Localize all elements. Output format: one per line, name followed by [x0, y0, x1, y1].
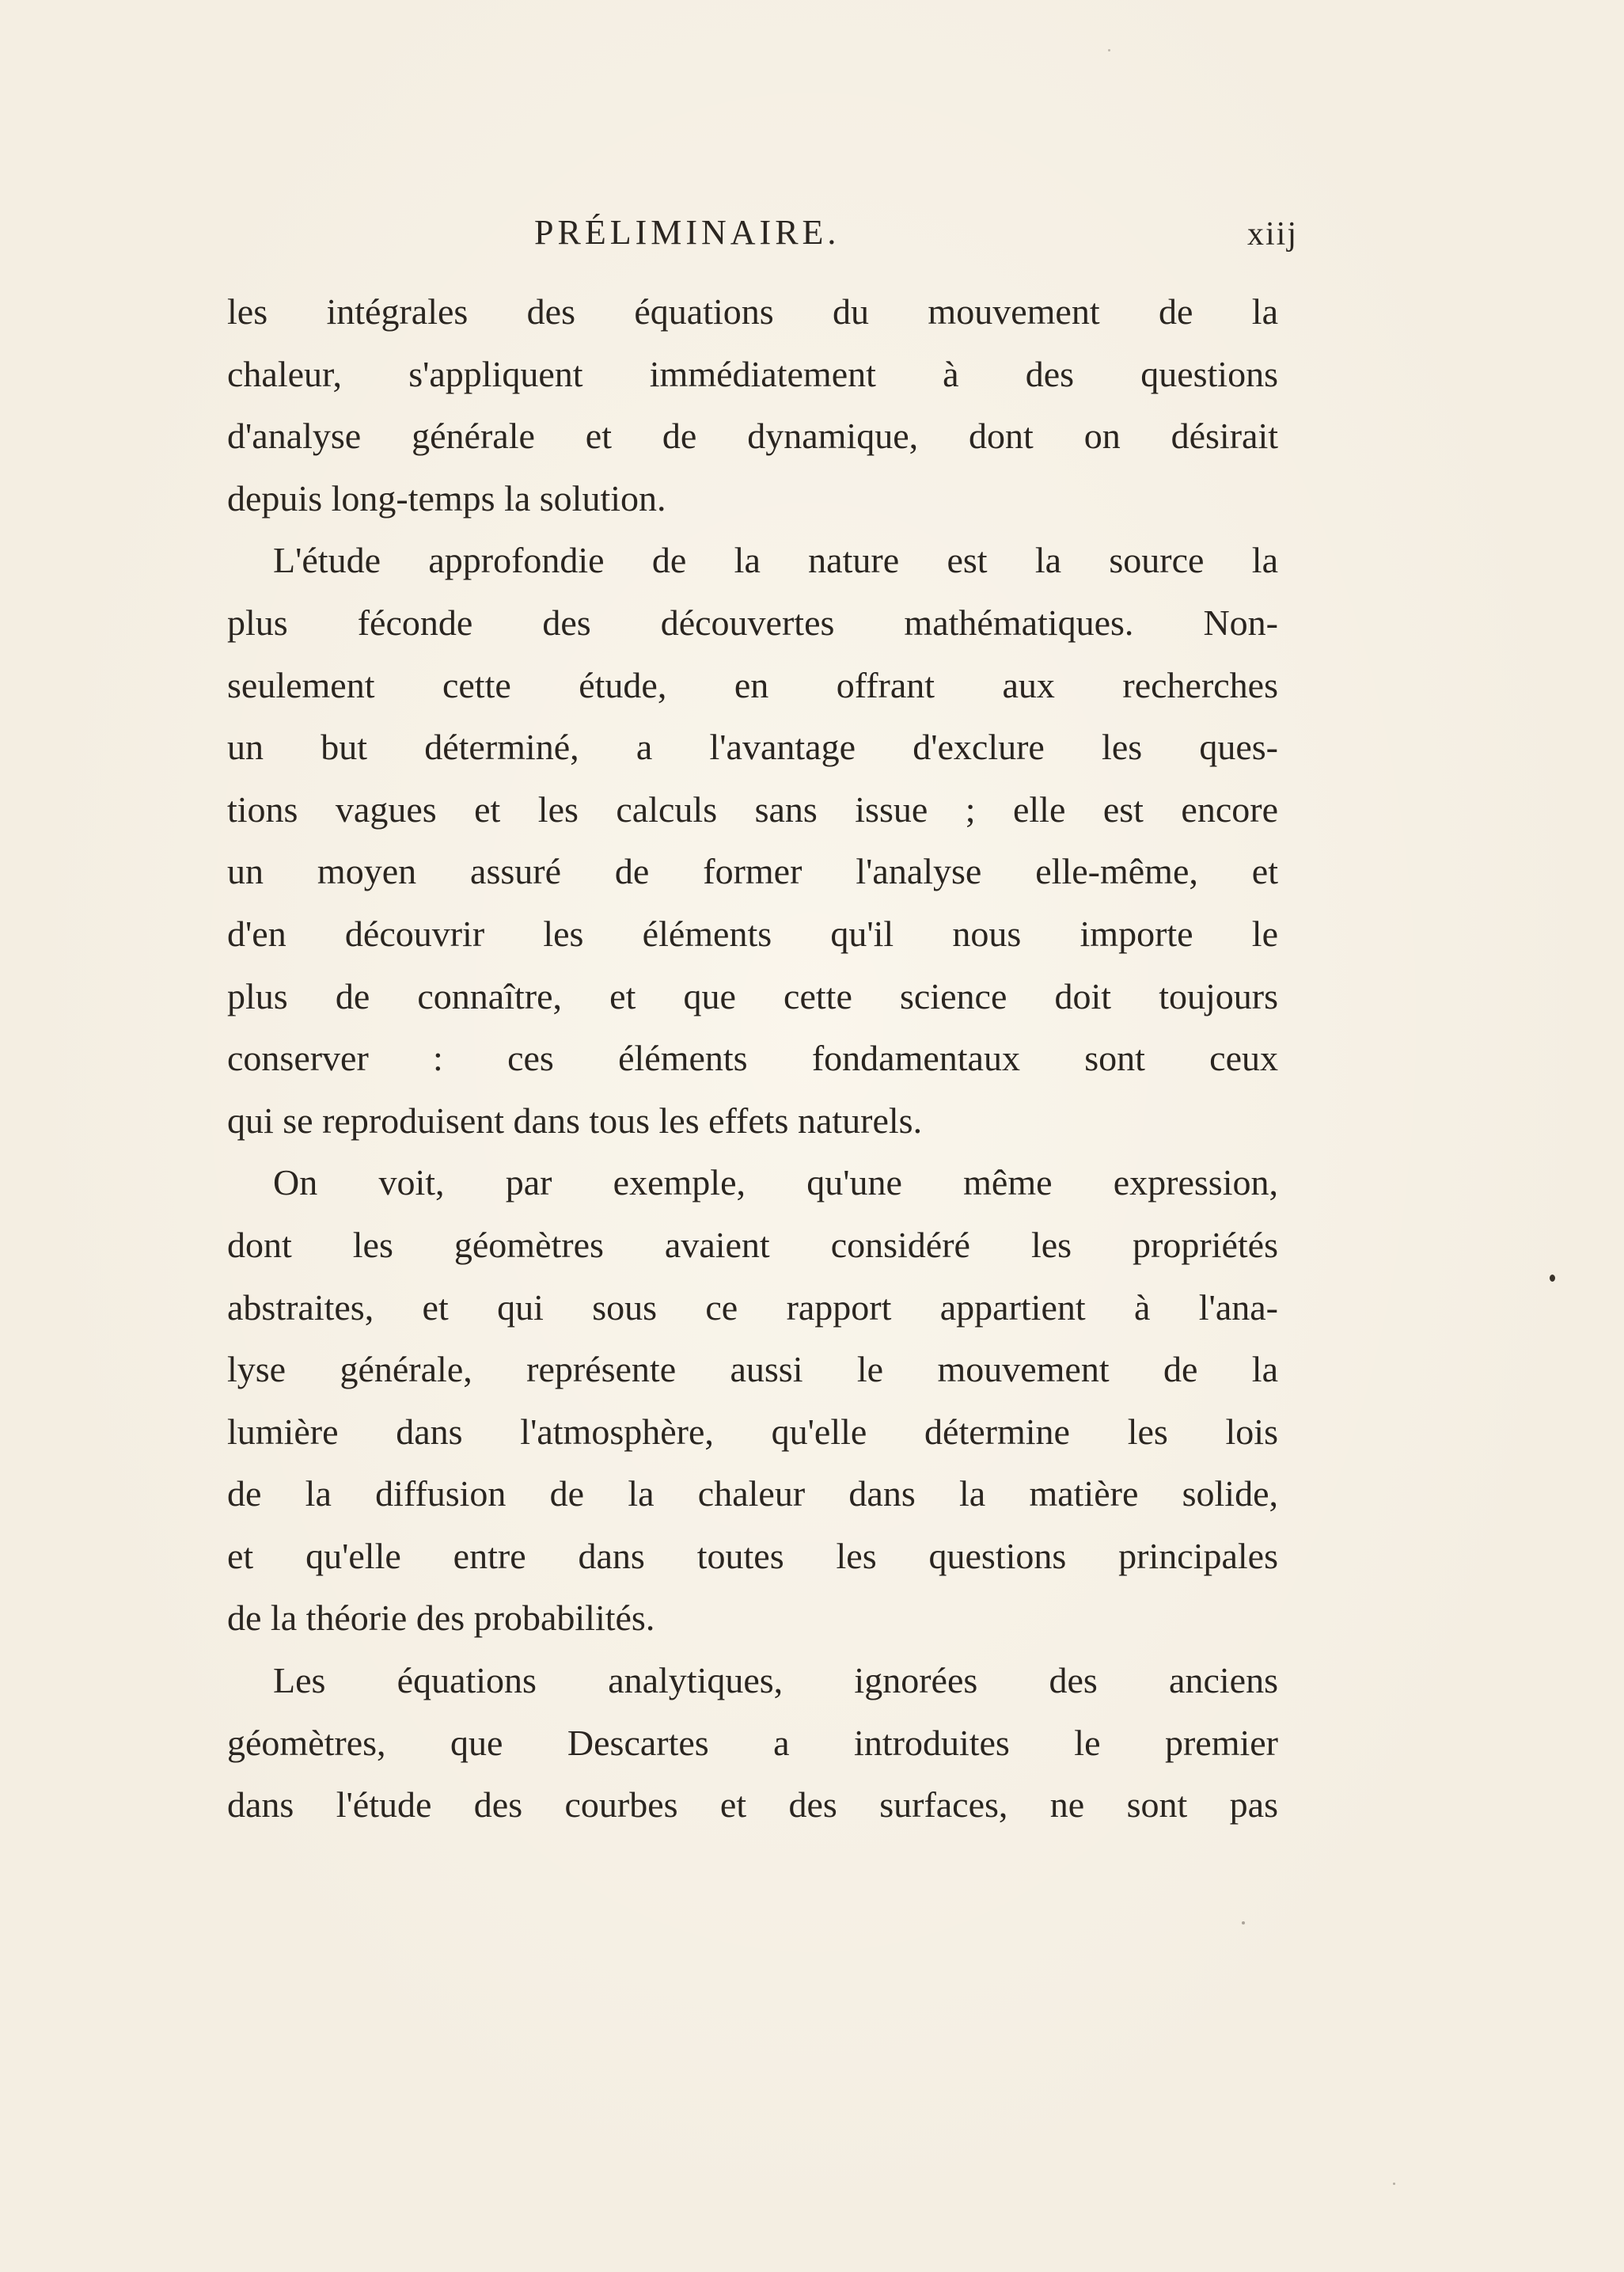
text-line: et qu'elle entre dans toutes les questions principales: [227, 1535, 1278, 1576]
text-line: lyse générale, représente aussi le mouvement de la: [227, 1349, 1278, 1390]
text-line: un but déterminé, a l'avantage d'exclure les ques-: [227, 727, 1278, 768]
text-line: géomètres, que Descartes a introduites le premier: [227, 1722, 1278, 1763]
text-line: lumière dans l'atmosphère, qu'elle détermine les lois: [227, 1411, 1278, 1452]
text-line: chaleur, s'appliquent immédiatement à des questions: [227, 353, 1278, 394]
text-line: les intégrales des équations du mouvement de la: [227, 291, 1278, 332]
text-line: de la diffusion de la chaleur dans la matière solide,: [227, 1473, 1278, 1514]
text-line: On voit, par exemple, qu'une même expression,: [273, 1162, 1278, 1203]
text-line: dont les géomètres avaient considéré les propriétés: [227, 1224, 1278, 1265]
page-number: xiij: [1246, 216, 1298, 253]
text-line: L'étude approfondie de la nature est la source la: [273, 540, 1278, 581]
text-line: conserver : ces éléments fondamentaux sont ceux: [227, 1038, 1278, 1079]
text-line: plus de connaître, et que cette science doit toujours: [227, 975, 1278, 1016]
text-line: Les équations analytiques, ignorées des anciens: [273, 1660, 1278, 1701]
paper-speck: [1108, 49, 1110, 51]
running-head: [230, 212, 1298, 268]
text-line: qui se reproduisent dans tous les effets naturels.: [227, 1100, 923, 1141]
text-line: tions vagues et les calculs sans issue ; elle est encore: [227, 788, 1278, 830]
body-text: [227, 281, 1278, 1837]
text-line: dans l'étude des courbes et des surfaces, ne sont pas: [227, 1784, 1278, 1826]
text-line: un moyen assuré de former l'analyse elle-même, et: [227, 851, 1278, 892]
paper-speck: [1242, 1921, 1245, 1924]
paper-speck: [1550, 1275, 1555, 1282]
text-line: depuis long-temps la solution.: [227, 477, 666, 519]
text-line: seulement cette étude, en offrant aux recherches: [227, 664, 1278, 705]
text-line: plus féconde des découvertes mathématiques. Non-: [227, 602, 1278, 643]
running-title: PRÉLIMINAIRE.: [534, 213, 840, 252]
text-line: d'analyse générale et de dynamique, dont on désirait: [227, 416, 1278, 457]
text-line: d'en découvrir les éléments qu'il nous importe le: [227, 913, 1278, 954]
text-line: abstraites, et qui sous ce rapport appartient à l'ana-: [227, 1286, 1278, 1328]
paper-speck: [1393, 2183, 1395, 2185]
text-line: de la théorie des probabilités.: [227, 1598, 655, 1639]
